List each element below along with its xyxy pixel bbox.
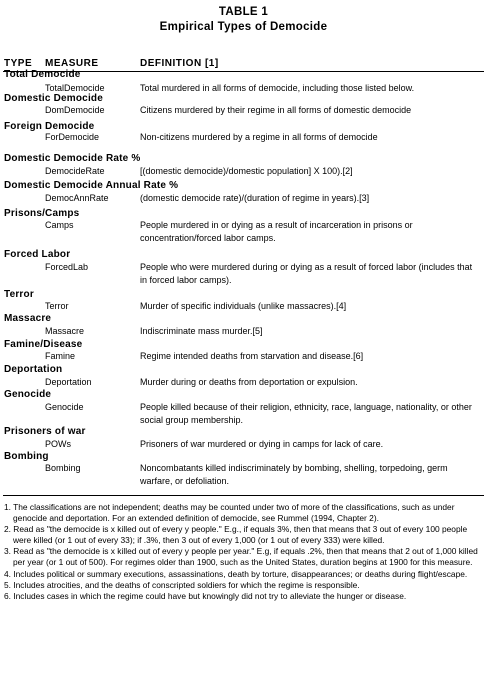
footnotes (4, 502, 482, 602)
row-measure-forced-labor: ForcedLab (45, 262, 89, 272)
row-type-prisons-camps: Prisons/Camps (4, 208, 80, 219)
row-definition-domestic-democide-rate: [(domestic democide)/domestic population] X 100).[2] (140, 166, 353, 176)
row-definition-prisoners-of-war: Prisoners of war murdered or dying in camps for lack of care. (140, 439, 384, 449)
footnote-4: 4. Includes political or summary executions, assassinations, death by torture, disappearances; or deaths during flight/escape. (4, 568, 468, 579)
row-definition-deportation: Murder during or deaths from deportation or expulsion. (140, 377, 358, 387)
column-header-measure: MEASURE (45, 58, 99, 69)
row-measure-massacre: Massacre (45, 326, 85, 336)
row-type-domestic-democide: Domestic Democide (4, 93, 103, 104)
row-definition-bombing: Noncombatants killed indiscriminately by bombing, shelling, torpedoing, germ warfare, or defoliation. (140, 463, 448, 486)
row-measure-foreign-democide: ForDemocide (45, 132, 100, 142)
row-measure-famine-disease: Famine (45, 351, 76, 361)
footnote-6: 6. Includes cases in which the regime could have but knowingly did not try to alleviate the hunger or disease. (4, 590, 407, 601)
row-type-massacre: Massacre (4, 313, 52, 324)
row-measure-genocide: Genocide (45, 402, 84, 412)
row-measure-bombing: Bombing (45, 463, 81, 473)
row-type-famine-disease: Famine/Disease (4, 339, 83, 350)
row-definition-terror: Murder of specific individuals (unlike massacres).[4] (140, 301, 347, 311)
row-type-foreign-democide: Foreign Democide (4, 121, 95, 132)
row-definition-domestic-democide-annual-rate: (domestic democide rate)/(duration of regime in years).[3] (140, 193, 370, 203)
row-type-bombing: Bombing (4, 451, 49, 462)
row-type-terror: Terror (4, 289, 34, 300)
footnote-3: 3. Read as "the democide is x killed out of every y people per year." E.g, if equals .2%, then that means that 2 out of 1,000 killed per year (or 1 out of 500). For regimes older than 1900, such as the United States, duration begins at 1900 for this measure. (4, 546, 478, 568)
row-measure-deportation: Deportation (45, 377, 92, 387)
footnote-1: 1. The classifications are not independent; deaths may be counted under two of more of the classifications, such as under genocide and deportation. For an extended definition of democide, see Rummel (1994, Chapter 2). (4, 502, 455, 524)
row-definition-domestic-democide: Citizens murdered by their regime in all forms of domestic democide (140, 105, 412, 115)
row-measure-terror: Terror (45, 301, 69, 311)
column-header-type: TYPE (4, 58, 33, 69)
row-definition-massacre: Indiscriminate mass murder.[5] (140, 326, 263, 336)
row-measure-domestic-democide-annual-rate: DemocAnnRate (45, 193, 109, 203)
row-measure-total-democide: TotalDemocide (45, 83, 105, 93)
row-definition-prisons-camps: People murdered in or dying as a result of incarceration in prisons or concentration/forced labor camps. (140, 220, 413, 243)
column-header-definition: DEFINITION [1] (140, 58, 219, 69)
row-definition-foreign-democide: Non-citizens murdered by a regime in all forms of democide (140, 132, 378, 142)
row-definition-total-democide: Total murdered in all forms of democide, including those listed below. (140, 83, 415, 93)
row-definition-forced-labor: People who were murdered during or dying as a result of forced labor (includes that in forced labor camps). (140, 262, 473, 285)
row-definition-genocide: People killed because of their religion, ethnicity, race, language, nationality, or other social group membership. (140, 402, 472, 425)
row-type-genocide: Genocide (4, 389, 52, 400)
row-type-forced-labor: Forced Labor (4, 249, 71, 260)
table-title: TABLE 1 (218, 6, 269, 18)
footnote-5: 5. Includes atrocities, and the deaths of conscripted soldiers for which the regime is responsible. (4, 579, 360, 590)
footnote-rule (3, 495, 484, 496)
row-type-prisoners-of-war: Prisoners of war (4, 426, 86, 437)
row-type-deportation: Deportation (4, 364, 63, 375)
footnote-2: 2. Read as "the democide is x killed out of every y people." E.g., if equals 3%, then that means that 3 out of every 100 people were killed (or 1 out of every 33); if .3%, then 3 out of every 1,000 (or 1 out of every 333) were killed. (4, 524, 468, 546)
row-type-total-democide: Total Democide (4, 69, 81, 80)
row-measure-domestic-democide-rate: DemocideRate (45, 166, 105, 176)
row-measure-prisons-camps: Camps (45, 220, 74, 230)
row-measure-domestic-democide: DomDemocide (45, 105, 105, 115)
row-definition-famine-disease: Regime intended deaths from starvation and disease.[6] (140, 351, 364, 361)
row-type-domestic-democide-annual-rate: Domestic Democide Annual Rate % (4, 180, 179, 191)
row-measure-prisoners-of-war: POWs (45, 439, 71, 449)
row-type-domestic-democide-rate: Domestic Democide Rate % (4, 153, 141, 164)
table-subtitle: Empirical Types of Democide (159, 21, 328, 33)
